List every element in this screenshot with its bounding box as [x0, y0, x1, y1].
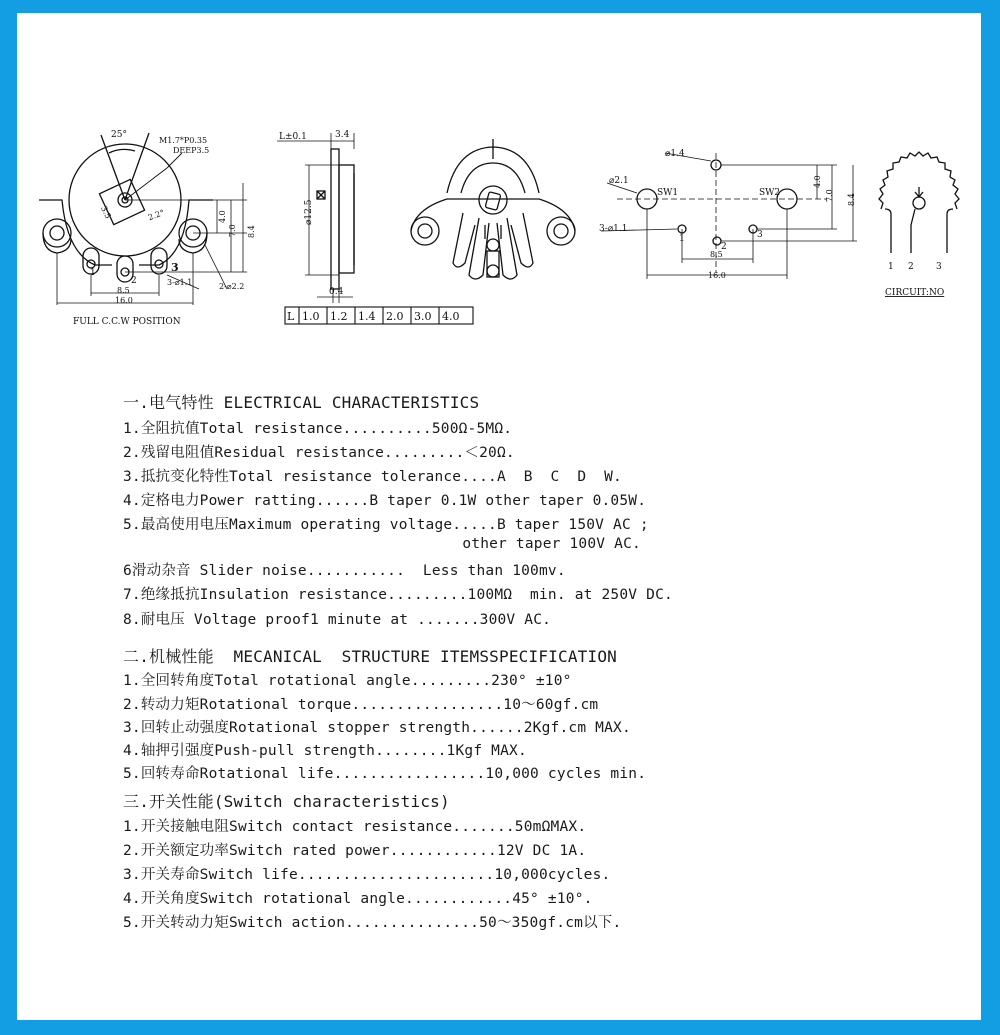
mechanical-line: 5.回转寿命Rotational life.................10,000 cycles min. [123, 766, 647, 782]
front-view [39, 133, 247, 305]
pcb-pin-1: 1 [679, 234, 685, 244]
depth-note-label: DEEP3.5 [173, 146, 210, 155]
pcb-pin-2: 2 [721, 242, 727, 252]
front-large-hole-label: 2-⌀2.2 [219, 282, 245, 291]
length-header: L [287, 310, 295, 323]
length-option: 1.0 [302, 310, 320, 323]
pcb-layout [601, 153, 857, 279]
circuit-pin-3: 3 [936, 262, 942, 272]
pcb-width-label: 16.0 [708, 271, 726, 280]
mechanical-line: 4.轴押引强度Push-pull strength........1Kgf MAX. [123, 743, 527, 759]
position-label: FULL C.C.W POSITION [73, 317, 181, 327]
side-view [277, 133, 354, 303]
side-top-label: 3.4 [335, 130, 350, 140]
mechanical-line: 1.全回转角度Total rotational angle.........230° ±10° [123, 673, 572, 689]
mechanical-line: 3.回转止动强度Rotational stopper strength......2Kgf.cm MAX. [123, 720, 631, 736]
mechanical-line: 2.转动力矩Rotational torque.................10～60gf.cm [123, 697, 599, 713]
switch-line: 5.开关转动力矩Switch action...............50～350gf.cm以下. [123, 915, 622, 931]
length-option: 3.0 [414, 310, 432, 323]
switch-heading: 三.开关性能(Switch characteristics) [123, 792, 450, 811]
technical-drawing [17, 13, 981, 343]
front-bore-label: 2.2° [146, 208, 166, 223]
circuit-pin-1: 1 [888, 262, 894, 272]
length-option: 4.0 [442, 310, 460, 323]
thread-note-label: M1.7*P0.35 [159, 136, 208, 145]
electrical-line: other taper 100V AC. [123, 536, 641, 552]
circuit-symbol [879, 152, 959, 253]
pcb-pin-3: 3 [757, 230, 763, 240]
electrical-line: 1.全阻抗值Total resistance..........500Ω-5MΩ. [123, 421, 513, 437]
electrical-line: 5.最高使用电压Maximum operating voltage.....B taper 150V AC ; [123, 517, 649, 533]
front-pitch-label: 8.5 [117, 286, 130, 295]
circuit-label: CIRCUIT:NO [885, 288, 945, 298]
pcb-dim-84-label: 8.4 [847, 193, 856, 206]
pcb-dim-7-label: 7.0 [825, 189, 834, 202]
pcb-sw2-label: SW2 [759, 188, 781, 198]
side-dia-label: ⌀12.5 [304, 199, 314, 225]
front-pin-1: 1 [90, 268, 96, 278]
electrical-line: 3.抵抗变化特性Total resistance tolerance....A B C D W. [123, 469, 622, 485]
pcb-pitch-label: 8.5 [710, 250, 723, 259]
pcb-sw1-label: SW1 [657, 188, 679, 198]
pcb-dia-14-label: ⌀1.4 [665, 149, 685, 159]
electrical-line: 6滑动杂音 Slider noise........... Less than 100mv. [123, 563, 566, 579]
pcb-holes-label: 3-⌀1.1 [599, 224, 628, 234]
length-option: 1.4 [358, 310, 376, 323]
length-option: 2.0 [386, 310, 404, 323]
switch-line: 4.开关角度Switch rotational angle............45° ±10°. [123, 891, 593, 907]
side-bottom-label: 0.4 [329, 287, 344, 297]
front-dim-84-label: 8.4 [247, 225, 256, 238]
electrical-line: 4.定格电力Power ratting......B taper 0.1W other taper 0.05W. [123, 493, 647, 509]
side-l-label: L±0.1 [279, 132, 307, 142]
front-dim-7-label: 7.0 [228, 224, 237, 237]
mechanical-heading: 二.机械性能 MECANICAL STRUCTURE ITEMSSPECIFICATION [123, 647, 617, 666]
switch-line: 1.开关接触电阻Switch contact resistance.......50mΩMAX. [123, 819, 587, 835]
electrical-line: 2.残留电阻值Residual resistance.........＜20Ω. [123, 445, 515, 461]
switch-line: 3.开关寿命Switch life......................10,000cycles. [123, 867, 611, 883]
electrical-line: 7.绝缘抵抗Insulation resistance.........100MΩ min. at 250V DC. [123, 587, 673, 603]
electrical-line: 8.耐电压 Voltage proof1 minute at .......300V AC. [123, 612, 552, 628]
pcb-dia-21-label: ⌀2.1 [609, 176, 629, 186]
front-angle-label: 25° [111, 130, 127, 140]
rear-view [411, 139, 575, 279]
front-dim-4-label: 4.0 [218, 210, 227, 223]
circuit-pin-2: 2 [908, 262, 914, 272]
front-pin-3: 3 [171, 261, 179, 274]
front-radius-label: 3.5 [99, 204, 113, 221]
front-small-hole-label: 3-⌀1.1 [167, 278, 193, 287]
pcb-dim-4-label: 4.0 [813, 175, 822, 188]
datasheet-page [17, 13, 981, 1020]
front-pin-2: 2 [131, 276, 137, 286]
length-option: 1.2 [330, 310, 348, 323]
front-width-label: 16.0 [115, 296, 133, 305]
electrical-heading: 一.电气特性 ELECTRICAL CHARACTERISTICS [123, 393, 480, 412]
switch-line: 2.开关额定功率Switch rated power............12V DC 1A. [123, 843, 587, 859]
